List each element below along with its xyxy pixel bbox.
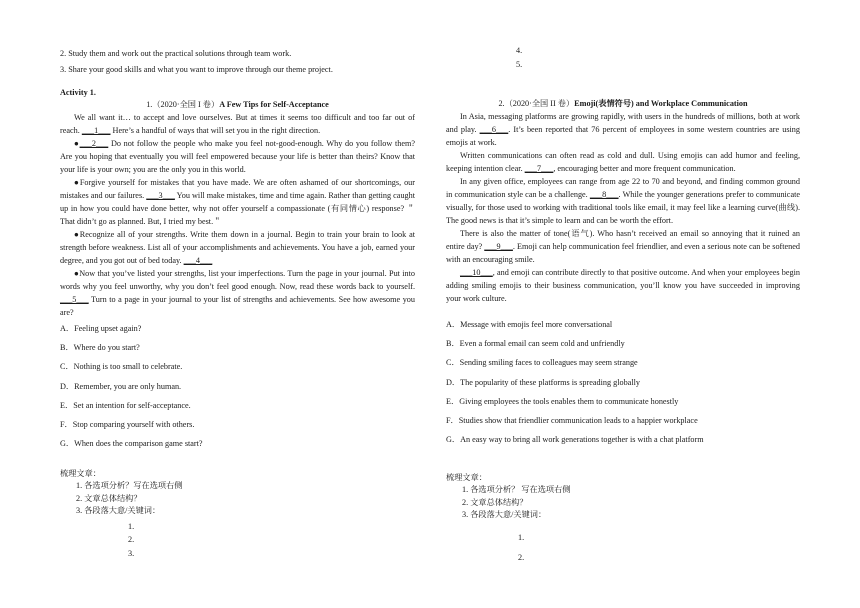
- passage-1-paragraph-1: We all want it… to accept and love ourselves. But at times it seems too difficult and too far out of reach. ___1___ Here’s a handful of ways that will set you in the right direction.: [60, 113, 415, 135]
- option-c: C．Sending smiling faces to colleagues may seem strange: [446, 358, 638, 368]
- blank-4[interactable]: ___4___: [183, 256, 213, 265]
- blank-1[interactable]: ___1___: [81, 126, 111, 135]
- passage-2-title: [446, 97, 800, 110]
- option-a: A．Feeling upset again?: [60, 324, 142, 333]
- instruction-line-3: 3. Share your good skills and what you want to improve through our theme project.: [60, 65, 333, 74]
- notes-list: [446, 484, 571, 522]
- option-a: A．Message with emojis feel more conversational: [446, 320, 613, 329]
- blank-8[interactable]: ___8___: [589, 190, 619, 199]
- passage-2-title-text: Emoji(表情符号) and Workplace Communication: [574, 99, 748, 108]
- passage-2-notes: [446, 471, 571, 568]
- note-item: 3. 各段落大意/关键词：: [462, 510, 547, 519]
- notes-heading: 梳理文章：: [60, 469, 101, 478]
- passage-1-notes: [60, 467, 182, 560]
- number-4: 4.: [516, 46, 523, 55]
- blank-6[interactable]: ___6___: [479, 125, 509, 134]
- passage-1-paragraph-4: ●Recognize all of your strengths. Write them down in a journal. Begin to train your brain to look at strength before weakness. List all of your accomplishments and achievements. You have a job, earned your degree, and you got out of bed today. ___4___: [60, 230, 415, 265]
- note-item: 1. 各选项分析？ 写在选项右侧: [462, 485, 571, 494]
- option-g: G．An easy way to bring all work generations together is with a chat platform: [446, 435, 704, 445]
- passage-1-title-text: A Few Tips for Self-Acceptance: [219, 100, 329, 109]
- passage-1-paragraph-2: ●___2___ Do not follow the people who make you feel not-good-enough. Why do you follow them? Are you hoping that eventually you will feel empowered because your life is better than theirs? Know that your life is your own; you are the only you in this world.: [60, 139, 415, 174]
- instruction-line-2: 2. Study them and work out the practical solutions through team work.: [60, 49, 292, 58]
- note-item: 2. 文章总体结构？: [462, 497, 528, 507]
- passage-1-paragraph-3: ●Forgive yourself for mistakes that you have made. We are often ashamed of our shortcomings, our mistakes and our failures. ___3___ You will make mistakes, time and time again. Rather than getting caught up in how you could have done better, why not offer yourself a compassionate (有同情心) response? ＂That didn’t go as planned. But, I tried my best.＂: [60, 178, 415, 226]
- passage-2-options: [446, 315, 704, 449]
- sub-number-list: [446, 528, 571, 568]
- option-e: E．Set an intention for self-acceptance.: [60, 400, 191, 410]
- option-b: B．Where do you start?: [60, 343, 140, 353]
- blank-3[interactable]: ___3___: [146, 191, 175, 200]
- activity-heading: Activity 1.: [60, 88, 96, 97]
- sub-number: 1.: [128, 521, 135, 531]
- passage-2-paragraph-5: ___10___, and emoji can contribute directly to that positive outcome. And when your employees begin adding smiling emojis to their business communication, you’ll know you have succeeded in improving your work culture.: [446, 268, 800, 303]
- sub-number-list: [60, 520, 182, 561]
- blank-2[interactable]: ___2___: [79, 139, 109, 148]
- option-c: C．Nothing is too small to celebrate.: [60, 362, 183, 372]
- option-f: F．Stop comparing yourself with others.: [60, 420, 195, 430]
- sub-number: 3.: [128, 548, 135, 558]
- passage-1-body: [60, 111, 415, 319]
- blank-5[interactable]: ___5___: [60, 295, 89, 304]
- option-d: D．The popularity of these platforms is spreading globally: [446, 377, 640, 387]
- option-b: B．Even a formal email can seem cold and unfriendly: [446, 339, 625, 349]
- passage-2-body: [446, 110, 800, 305]
- note-item: 2. 文章总体结构？: [76, 493, 142, 503]
- number-5: 5.: [516, 60, 523, 69]
- note-item: 1. 各选项分析？写在选项右侧: [76, 481, 183, 490]
- blank-10[interactable]: ___10___: [460, 268, 493, 277]
- notes-heading: 梳理文章：: [446, 473, 487, 482]
- note-item: 3. 各段落大意/关键词：: [76, 506, 161, 515]
- passage-2-paragraph-1: In Asia, messaging platforms are growing rapidly, with users in the hundreds of millions, both at work and play. ___6___. It’s been reported that 76 percent of employees in some western countries are using emojis at work.: [446, 112, 800, 147]
- continued-numbers: [516, 44, 522, 72]
- passage-1-title: [60, 98, 415, 111]
- passage-2-title-prefix: 2.（2020·全国 II 卷）: [498, 99, 575, 108]
- passage-1-paragraph-5: ●Now that you’ve listed your strengths, list your imperfections. Turn the page in your journal. Put into words why you feel unworthy, why you don’t feel good enough. Now, read these words back to yourself. ___5___ Turn to a page in your journal to your list of strengths and achievements. See how awesome you are?: [60, 269, 415, 317]
- option-e: E．Giving employees the tools enables them to communicate honestly: [446, 396, 679, 406]
- passage-1-options: [60, 319, 203, 453]
- passage-2-paragraph-4: There is also the matter of tone(语气). Who hasn’t received an email so annoying that it ruined an entire day? ___9___. Emoji can help communication feel friendlier, and even a serious note can be softened with an encouraging smile.: [446, 229, 800, 264]
- blank-9[interactable]: ___9___: [484, 242, 513, 251]
- passage-1-title-prefix: 1.（2020·全国 I 卷）: [146, 100, 220, 109]
- sub-number: 1.: [518, 532, 525, 542]
- passage-2-paragraph-2: Written communications can often read as cold and dull. Using emojis can add humor and feeling, keeping intention clear. ___7___, encouraging better and more frequent communication.: [446, 151, 800, 173]
- option-g: G．When does the comparison game start?: [60, 439, 203, 449]
- sub-number: 2.: [518, 552, 525, 562]
- passage-2-paragraph-3: In any given office, employees can range from age 22 to 70 and beyond, and finding common ground in communication style can be a challenge. ___8___. While the younger generations prefer to communicate visually, for those used to working with traditional tools like email, it may feel like a learning curve(曲线). The good news is that it’s simple to learn and can be worth the effort.: [446, 177, 800, 225]
- option-d: D．Remember, you are only human.: [60, 381, 182, 391]
- option-f: F．Studies show that friendlier communication leads to a happier workplace: [446, 416, 698, 426]
- sub-number: 2.: [128, 535, 135, 544]
- notes-list: [60, 480, 182, 518]
- blank-7[interactable]: ___7___: [524, 164, 554, 173]
